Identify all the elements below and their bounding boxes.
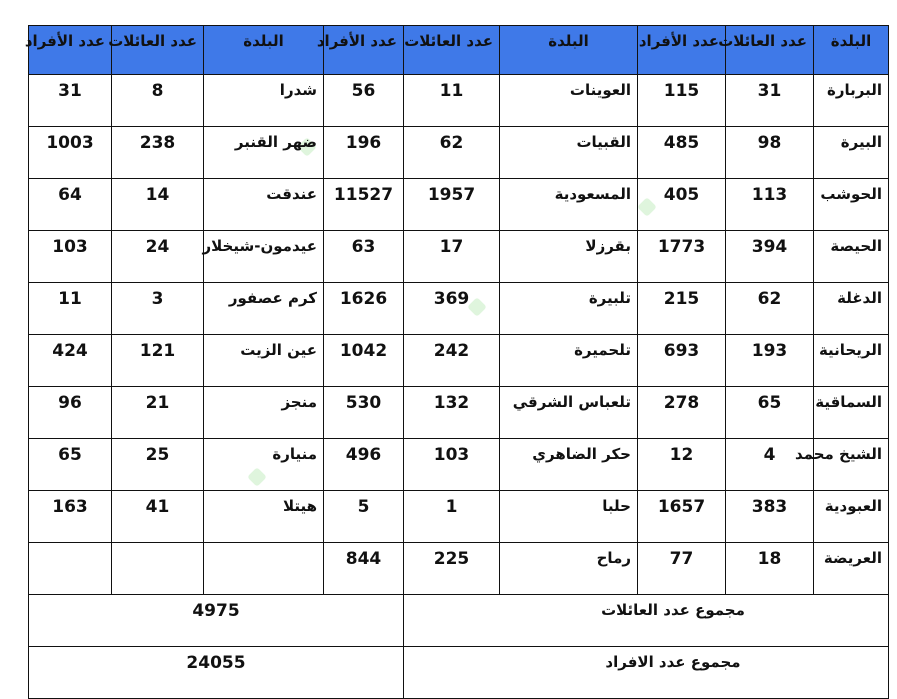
total-families-value: 4975	[29, 595, 404, 647]
table-row	[29, 127, 889, 179]
town-cell: العريضة	[814, 543, 889, 595]
families-cell: 14	[112, 179, 204, 231]
column-header: عدد العائلات	[726, 26, 814, 75]
town-cell: منيارة	[204, 439, 324, 491]
town-cell: المسعودية	[500, 179, 638, 231]
column-header: عدد الأفراد	[638, 26, 726, 75]
individuals-cell	[29, 543, 112, 595]
individuals-cell: 63	[324, 231, 404, 283]
town-cell: القبيات	[500, 127, 638, 179]
families-cell	[112, 543, 204, 595]
individuals-cell: 496	[324, 439, 404, 491]
individuals-cell: 485	[638, 127, 726, 179]
individuals-cell: 11	[29, 283, 112, 335]
individuals-cell: 1042	[324, 335, 404, 387]
town-cell: شدرا	[204, 75, 324, 127]
families-cell: 1957	[404, 179, 500, 231]
families-cell: 8	[112, 75, 204, 127]
total-individuals-row	[29, 647, 889, 699]
population-table-frame	[24, 25, 888, 673]
families-cell: 394	[726, 231, 814, 283]
families-cell: 4	[726, 439, 814, 491]
families-cell: 103	[404, 439, 500, 491]
town-cell: البيرة	[814, 127, 889, 179]
total-individuals-label: مجموع عدد الافراد	[404, 647, 889, 699]
town-cell: هيتلا	[204, 491, 324, 543]
individuals-cell: 12	[638, 439, 726, 491]
table-row	[29, 439, 889, 491]
families-cell: 193	[726, 335, 814, 387]
families-cell: 383	[726, 491, 814, 543]
town-cell: البربارة	[814, 75, 889, 127]
town-cell: تلبيرة	[500, 283, 638, 335]
individuals-cell: 215	[638, 283, 726, 335]
families-cell: 31	[726, 75, 814, 127]
table-row	[29, 543, 889, 595]
column-header: البلدة	[500, 26, 638, 75]
town-cell: تلعباس الشرقي	[500, 387, 638, 439]
families-cell: 369	[404, 283, 500, 335]
individuals-cell: 96	[29, 387, 112, 439]
column-header: البلدة	[204, 26, 324, 75]
table-body	[29, 75, 889, 595]
families-cell: 21	[112, 387, 204, 439]
town-cell: الشيخ محمد	[814, 439, 889, 491]
column-header: البلدة	[814, 26, 889, 75]
families-cell: 121	[112, 335, 204, 387]
column-header: عدد الأفراد	[29, 26, 112, 75]
town-cell: عندقت	[204, 179, 324, 231]
individuals-cell: 1657	[638, 491, 726, 543]
individuals-cell: 405	[638, 179, 726, 231]
individuals-cell: 56	[324, 75, 404, 127]
families-cell: 17	[404, 231, 500, 283]
total-individuals-value: 24055	[29, 647, 404, 699]
table-row	[29, 387, 889, 439]
individuals-cell: 163	[29, 491, 112, 543]
town-cell: عيدمون-شيخلار	[204, 231, 324, 283]
town-cell: تلحميرة	[500, 335, 638, 387]
families-cell: 238	[112, 127, 204, 179]
individuals-cell: 1626	[324, 283, 404, 335]
individuals-cell: 1003	[29, 127, 112, 179]
families-cell: 113	[726, 179, 814, 231]
header-row	[29, 26, 889, 75]
individuals-cell: 196	[324, 127, 404, 179]
individuals-cell: 5	[324, 491, 404, 543]
families-cell: 62	[404, 127, 500, 179]
families-cell: 11	[404, 75, 500, 127]
families-cell: 132	[404, 387, 500, 439]
families-cell: 24	[112, 231, 204, 283]
town-cell: رماح	[500, 543, 638, 595]
table-row	[29, 335, 889, 387]
column-header: عدد العائلات	[404, 26, 500, 75]
families-cell: 41	[112, 491, 204, 543]
families-cell: 1	[404, 491, 500, 543]
town-cell: ضهر القنبر	[204, 127, 324, 179]
town-cell: الحيصة	[814, 231, 889, 283]
individuals-cell: 844	[324, 543, 404, 595]
town-cell: الريحانية	[814, 335, 889, 387]
families-cell: 225	[404, 543, 500, 595]
individuals-cell: 31	[29, 75, 112, 127]
table-row	[29, 75, 889, 127]
table-row	[29, 283, 889, 335]
town-cell: حلبا	[500, 491, 638, 543]
families-cell: 62	[726, 283, 814, 335]
individuals-cell: 1773	[638, 231, 726, 283]
town-cell: الدغلة	[814, 283, 889, 335]
town-cell: العوينات	[500, 75, 638, 127]
individuals-cell: 278	[638, 387, 726, 439]
table-row	[29, 231, 889, 283]
town-cell: بقرزلا	[500, 231, 638, 283]
town-cell	[204, 543, 324, 595]
families-cell: 25	[112, 439, 204, 491]
total-families-row	[29, 595, 889, 647]
total-families-label: مجموع عدد العائلات	[404, 595, 889, 647]
column-header: عدد العائلات	[112, 26, 204, 75]
individuals-cell: 65	[29, 439, 112, 491]
town-cell: الحوشب	[814, 179, 889, 231]
individuals-cell: 77	[638, 543, 726, 595]
column-header: عدد الأفراد	[324, 26, 404, 75]
table-row	[29, 179, 889, 231]
town-cell: منجز	[204, 387, 324, 439]
town-cell: العبودية	[814, 491, 889, 543]
individuals-cell: 103	[29, 231, 112, 283]
table-row	[29, 491, 889, 543]
individuals-cell: 115	[638, 75, 726, 127]
families-cell: 18	[726, 543, 814, 595]
individuals-cell: 693	[638, 335, 726, 387]
individuals-cell: 64	[29, 179, 112, 231]
town-cell: كرم عصفور	[204, 283, 324, 335]
families-cell: 242	[404, 335, 500, 387]
families-cell: 65	[726, 387, 814, 439]
individuals-cell: 424	[29, 335, 112, 387]
town-cell: السماقية	[814, 387, 889, 439]
individuals-cell: 11527	[324, 179, 404, 231]
town-cell: حكر الضاهري	[500, 439, 638, 491]
individuals-cell: 530	[324, 387, 404, 439]
families-cell: 3	[112, 283, 204, 335]
families-cell: 98	[726, 127, 814, 179]
population-table	[24, 25, 889, 699]
town-cell: عين الزيت	[204, 335, 324, 387]
